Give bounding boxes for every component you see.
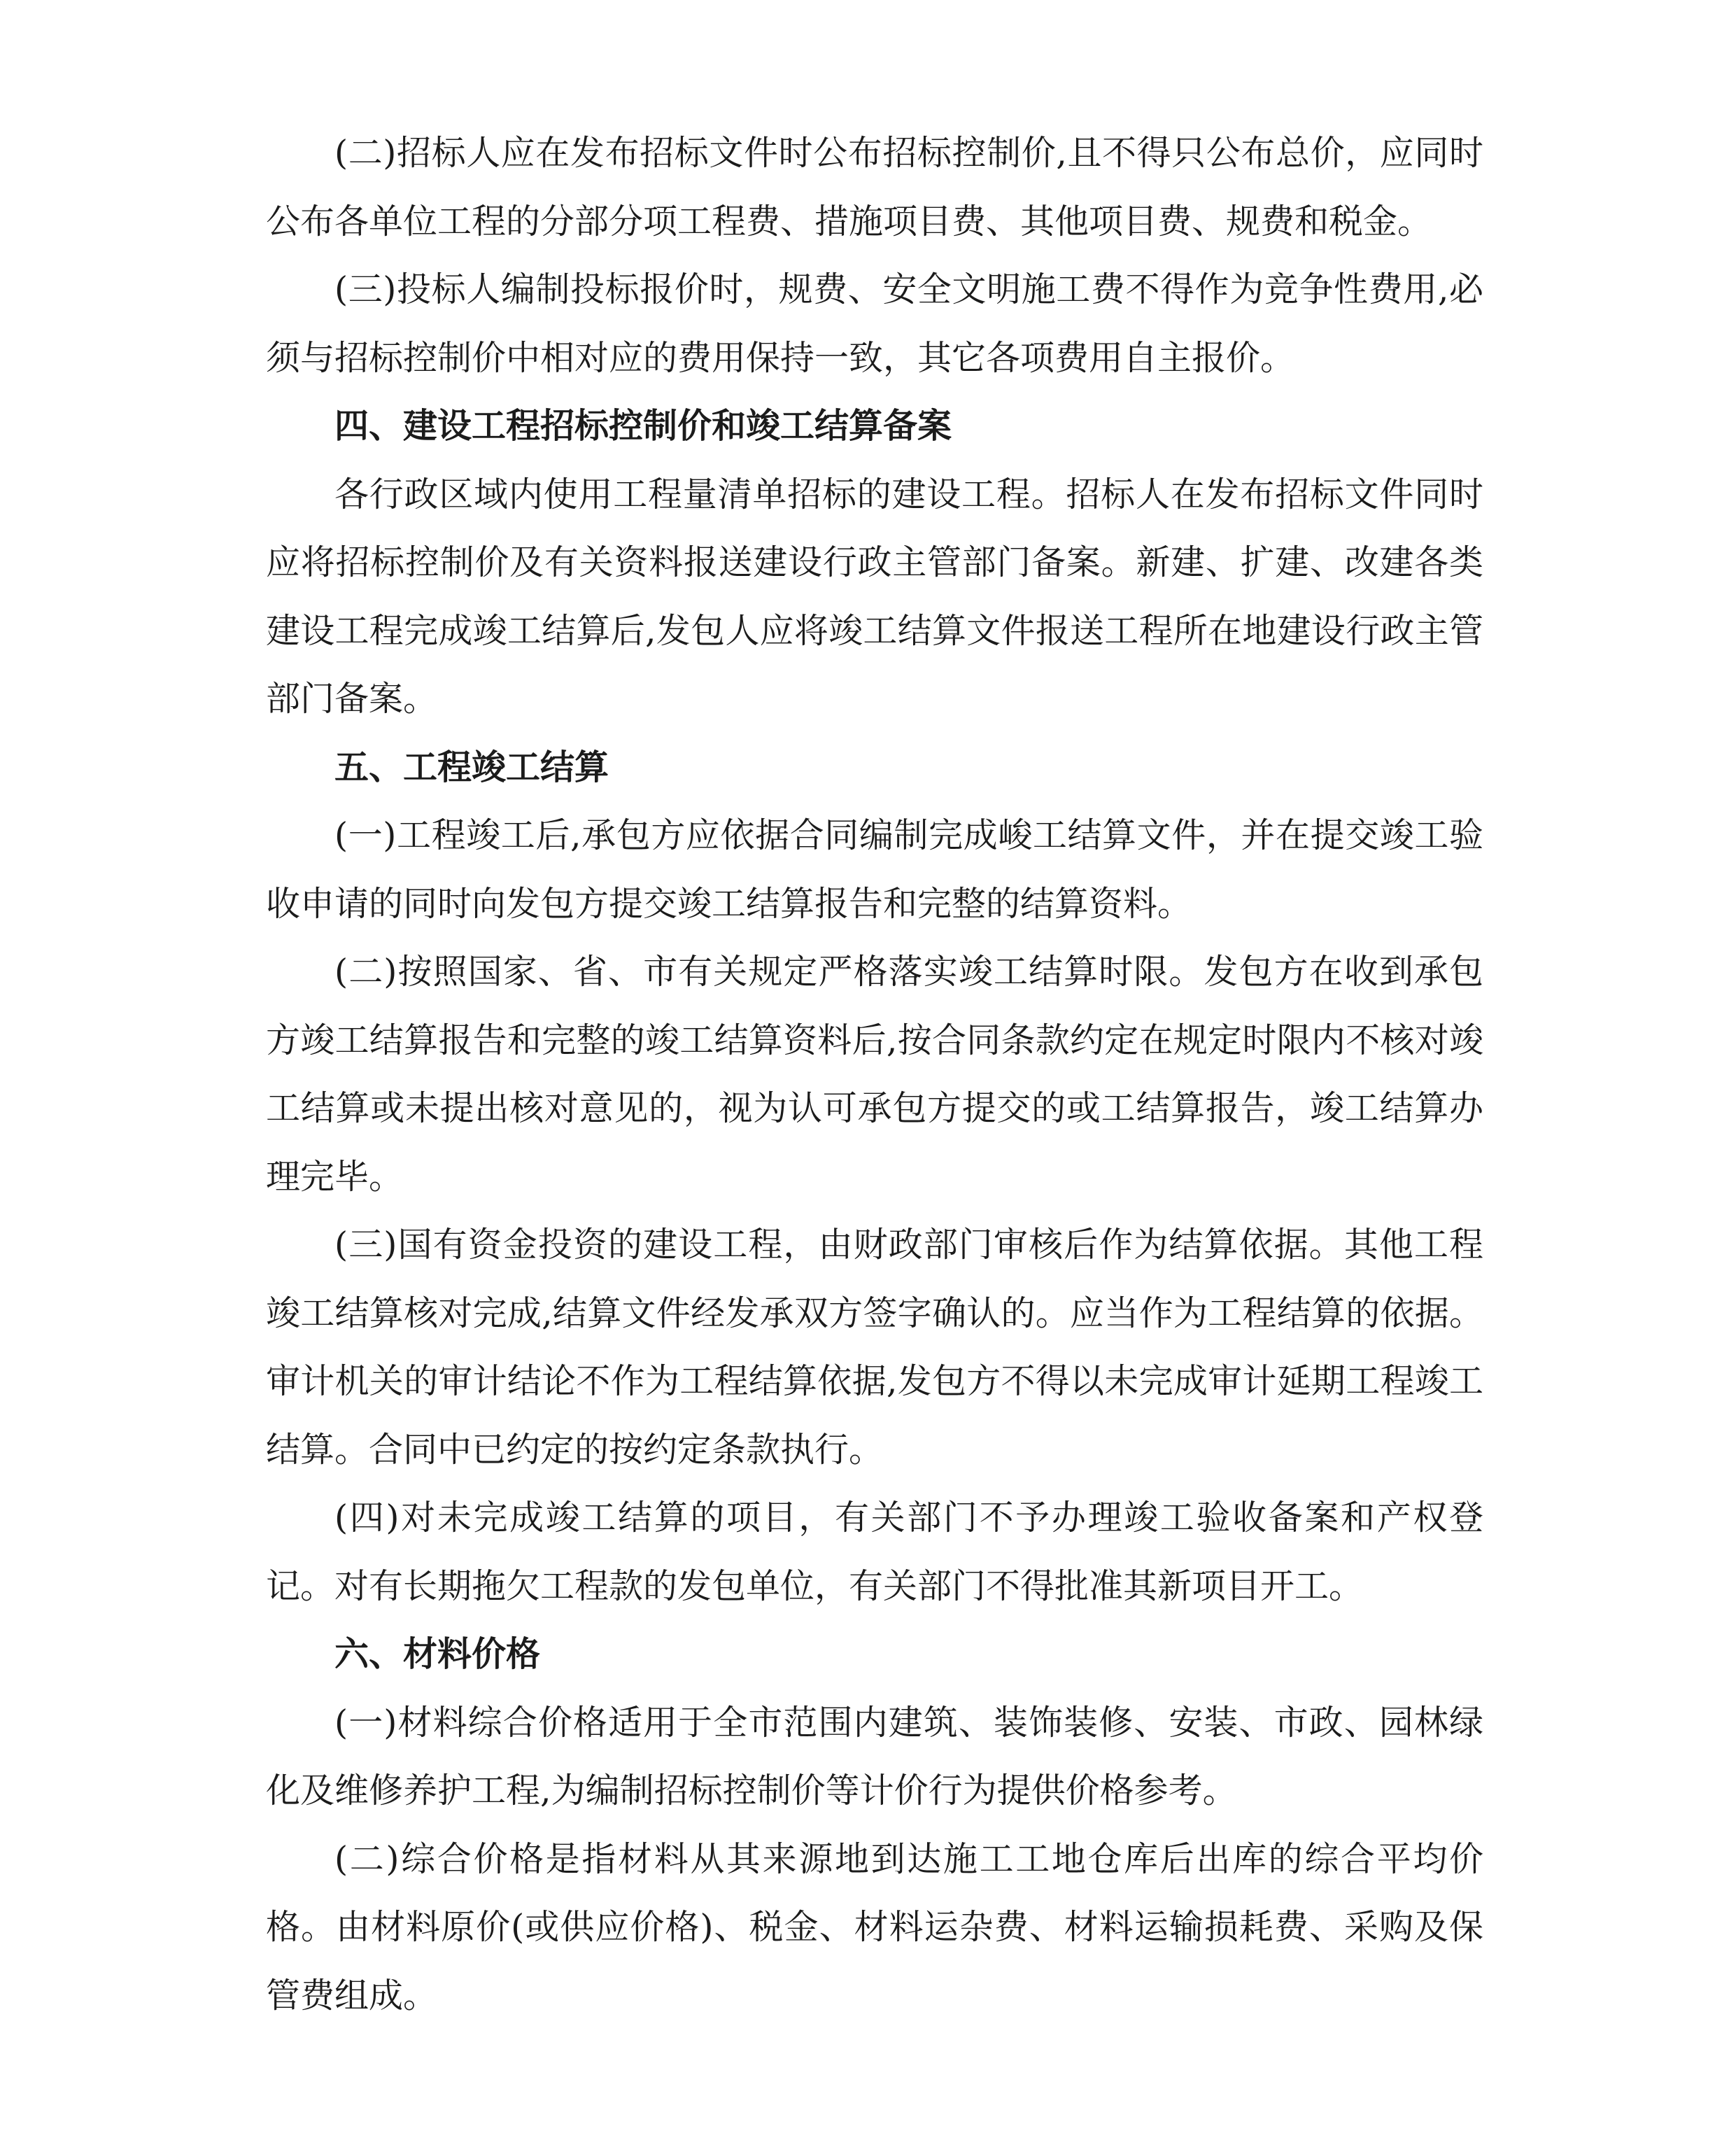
paragraph-2-tender-control-price: (二)招标人应在发布招标文件时公布招标控制价,且不得只公布总价，应同时公布各单位工程的分部分项工程费、措施项目费、其他项目费、规费和税金。 [266, 133, 1483, 241]
paragraph-5-2: (二)按照国家、省、市有关规定严格落实竣工结算时限。发包方在收到承包方竣工结算报告和完整的竣工结算资料后,按合同条款约定在规定时限内不核对竣工结算或未提出核对意见的，视为认可承包方提交的或工结算报告，竣工结算办理完毕。 [266, 952, 1483, 1197]
paragraph-5-4: (四)对未完成竣工结算的项目，有关部门不予办理竣工验收备案和产权登记。对有长期拖欠工程款的发包单位，有关部门不得批准其新项目开工。 [266, 1498, 1483, 1606]
document-page [266, 119, 1483, 2030]
paragraph-5-3: (三)国有资金投资的建设工程，由财政部门审核后作为结算依据。其他工程竣工结算核对完成,结算文件经发承双方签字确认的。应当作为工程结算的依据。审计机关的审计结论不作为工程结算依据,发包方不得以未完成审计延期工程竣工结算。合同中已约定的按约定条款执行。 [266, 1225, 1483, 1470]
paragraph-6-2: (二)综合价格是指材料从其来源地到达施工工地仓库后出库的综合平均价格。由材料原价(或供应价格)、税金、材料运杂费、材料运输损耗费、采购及保管费组成。 [266, 1838, 1483, 2016]
paragraph-filing: 各行政区域内使用工程量清单招标的建设工程。招标人在发布招标文件同时应将招标控制价及有关资料报送建设行政主管部门备案。新建、扩建、改建各类建设工程完成竣工结算后,发包人应将竣工结算文件报送工程所在地建设行政主管部门备案。 [266, 474, 1483, 719]
section-heading-4: 四、建设工程招标控制价和竣工结算备案 [334, 406, 952, 446]
paragraph-6-1: (一)材料综合价格适用于全市范围内建筑、装饰装修、安装、市政、园林绿化及维修养护工程,为编制招标控制价等计价行为提供价格参考。 [266, 1702, 1483, 1810]
paragraph-5-1: (一)工程竣工后,承包方应依据合同编制完成峻工结算文件，并在提交竣工验收申请的同时向发包方提交竣工结算报告和完整的结算资料。 [266, 815, 1483, 924]
paragraph-3-bid-pricing: (三)投标人编制投标报价时，规费、安全文明施工费不得作为竞争性费用,必须与招标控制价中相对应的费用保持一致，其它各项费用自主报价。 [266, 269, 1483, 378]
section-heading-5: 五、工程竣工结算 [334, 747, 609, 787]
section-heading-6: 六、材料价格 [334, 1634, 541, 1674]
